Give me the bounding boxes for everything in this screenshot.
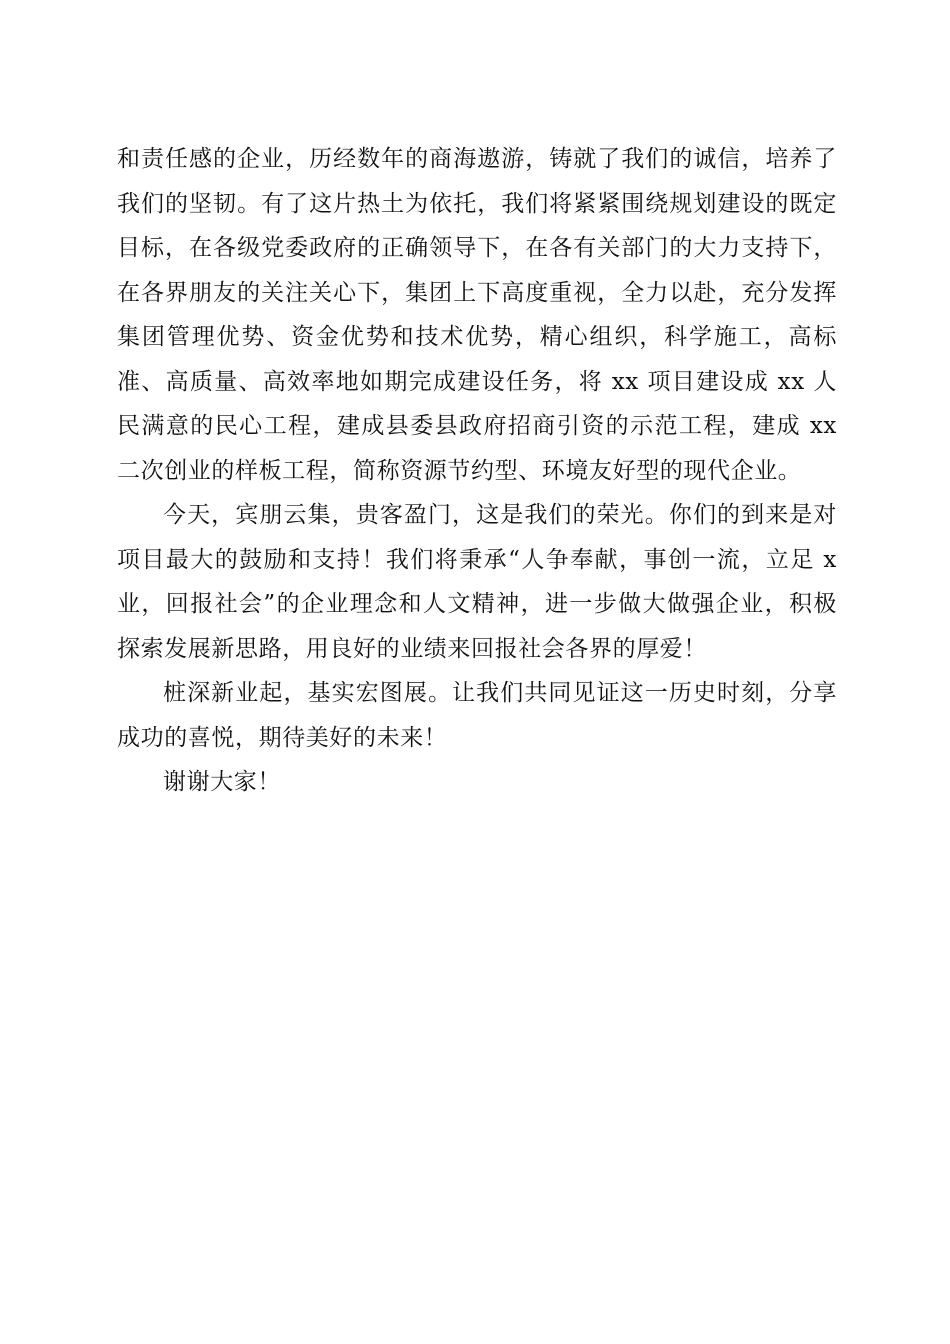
paragraph-closing: 桩深新业起，基实宏图展。让我们共同见证这一历史时刻，分享成功的喜悦，期待美好的未来！ (117, 680, 837, 751)
paragraph-thanks: 谢谢大家！ (163, 769, 281, 795)
paragraph-continued: 和责任感的企业，历经数年的商海遨游，铸就了我们的诚信，培养了我们的坚韧。有了这片热土为依托，我们将紧紧围绕规划建设的既定目标，在各级党委政府的正确领导下，在各有关部门的大力支持下，在各界朋友的关注关心下，集团上下高度重视，全力以赴，充分发挥集团管理优势、资金优势和技术优势，精心组织，科学施工，高标准、高质量、高效率地如期完成建设任务，将 xx 项目建设成 xx 人民满意的民心工程，建成县委县政府招商引资的示范工程，建成 xx 二次创业的样板工程，简称资源节约型、环境友好型的现代企业。 (117, 146, 837, 484)
paragraph-welcome: 今天，宾朋云集，贵客盈门，这是我们的荣光。你们的到来是对项目最大的鼓励和支持！我们将秉承“人争奉献，事创一流，立足 x 业，回报社会”的企业理念和人文精神，进一步做大做强企业，积极探索发展新思路，用良好的业绩来回报社会各界的厚爱！ (117, 502, 837, 662)
document-body (117, 137, 837, 805)
